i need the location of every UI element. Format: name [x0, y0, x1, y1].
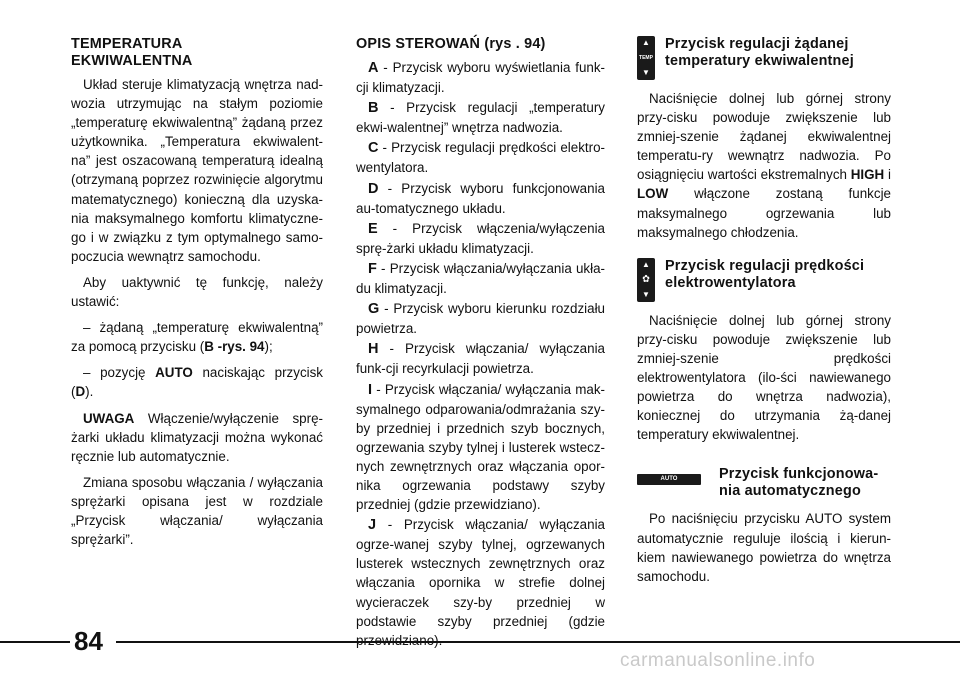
controls-list — [356, 58, 605, 650]
fan-button-icon — [637, 258, 655, 302]
temp-control-text — [637, 89, 891, 242]
step-auto-mid: naciskając przycisk ( — [71, 365, 323, 400]
control-letter: H — [368, 341, 379, 358]
control-letter: B — [368, 100, 379, 117]
temp-text-a: Naciśnięcie dolnej lub górnej strony przy-cisku powoduje zwiększenie lub zmniej-szenie żądanej ekwiwalentnej temperatu-ry wewnątrz nadwozia. Po osiągnięciu wartości ekstremalnych — [637, 91, 891, 183]
paragraph-compressor: Zmiana sposobu włączania / wyłączania sprężarki opisana jest w rozdziale „Przycisk włączania/ wyłączania sprężarki”. — [71, 474, 323, 548]
paragraph-step-temp — [71, 318, 323, 356]
step-auto-end: ). — [85, 384, 94, 400]
control-item — [356, 515, 605, 650]
high-keyword: HIGH — [850, 167, 885, 183]
control-description: - Przycisk regulacji „temperatury ekwi-walentnej” wnętrza nadwozia. — [356, 100, 605, 136]
footer-rule-left — [0, 641, 70, 643]
step-auto-text: – pozycję — [83, 365, 156, 381]
control-letter: D — [368, 180, 379, 197]
opis-title-text: OPIS STEROWAŃ — [356, 36, 481, 52]
control-item — [356, 219, 605, 258]
arrow-up-icon: ▲ — [642, 259, 650, 269]
note-keyword: UWAGA — [83, 410, 135, 426]
control-letter: E — [368, 220, 378, 237]
control-item — [356, 179, 605, 218]
paragraph-note — [71, 409, 323, 466]
control-description: - Przycisk włączania/ wyłączania mak-symalnego odparowania/odmrażania szy-by przedniej i przednich szyb bocznych, ogrzewania szyby tylnej i lusterek wstecz-nych zewnętrznych oraz włączania opor-nika ogrzewania podstawy szyby przedniej (gdzie przewidziano). — [356, 381, 605, 513]
control-description: - Przycisk wyboru wyświetlania funk-cji klimatyzacji. — [356, 60, 605, 96]
auto-control-text: Po naciśnięciu przycisku AUTO system automatycznie reguluje ilością i kierun-kiem nawiewanego powietrza do wnętrza samochodu. — [637, 511, 891, 584]
control-letter: C — [368, 140, 379, 157]
control-description: - Przycisk włączania/ wyłączania ogrze-wanej szyby tylnej, ogrzewanych lusterek wstecznych zewnętrznych oraz włączania opornika w strefie dolnej wycieraczek szy-by przedniej w podstawie szyby przedniej (gdzie — [356, 517, 605, 629]
fan-control-title: Przycisk regulacji prędkości elektrowentylatora — [665, 257, 865, 291]
column-middle — [356, 36, 605, 651]
fan-control-text: Naciśnięcie dolnej lub górnej strony przy-cisku powoduje zwiększenie lub zmniej-szenie prędkości elektrowentylatora (ilo-ści nawiewanego powietrza do wnętrza nadwozia), koniecznej do utrzymania żą-danej temperatury ekwiwalentnej. — [637, 312, 891, 443]
section-title-opis — [356, 36, 605, 53]
control-description: - Przycisk włączania/ wyłączania funk-cji recyrkulacji powietrza. — [356, 341, 605, 377]
control-item — [356, 339, 605, 378]
auto-control-heading — [637, 466, 891, 500]
paragraph-intro: Układ steruje klimatyzacją wnętrza nad-wozia utrzymując na stałym poziomie „temperaturę ekwiwalentną” żądaną przez użytkownika. „Temperatura ekwiwalent-na” jest oszacowaną temperaturą idealną (otrzymaną poprzez rozwinięcie algorytmu matematycznego) konieczną dla uzyska-nia maksymalnego komfortu klimatyczne-go i w związku z tym optymalnego samo-poczucia wewnątrz samochodu. — [71, 77, 323, 264]
note-text: Włączenie/wyłączenie sprę-żarki układu klimatyzacji można wykonać ręcznie lub automatycznie. — [71, 410, 323, 464]
control-item — [356, 58, 605, 97]
auto-keyword: AUTO — [155, 365, 193, 381]
page-number: 84 — [74, 626, 103, 656]
fan-control-heading — [637, 258, 891, 302]
footer-rule-right — [116, 641, 960, 643]
control-description: - Przycisk włączania/wyłączania ukła-du klimatyzacji. — [356, 260, 605, 297]
control-description: - Przycisk wyboru kierunku rozdziału powietrza. — [356, 301, 605, 337]
paragraph-step-auto — [71, 363, 323, 401]
step-temp-end: ); — [264, 339, 273, 355]
section-title-temperatura: TEMPERATURA EKWIWALENTNA — [71, 36, 193, 69]
control-letter: J — [368, 517, 377, 534]
figure-ref-d: D — [75, 384, 86, 400]
control-item — [356, 299, 605, 338]
arrow-up-icon: ▲ — [642, 38, 650, 47]
auto-button-icon: AUTO — [637, 474, 701, 485]
column-right — [637, 36, 891, 593]
temp-key-label: TEMP — [639, 55, 653, 61]
control-item — [356, 380, 605, 515]
control-description: - Przycisk włączenia/wyłączenia sprę-żarki układu klimatyzacji. — [356, 220, 605, 256]
control-letter: G — [368, 301, 380, 318]
control-item — [356, 259, 605, 298]
temp-button-icon — [637, 36, 655, 80]
column-left — [71, 36, 323, 556]
watermark: carmanualsonline.info — [620, 650, 816, 671]
opis-figure-ref: (rys . 94) — [484, 36, 546, 52]
control-item — [356, 138, 605, 177]
step-temp-text: – żądaną „temperaturę ekwiwalentną” za pomocą przycisku ( — [71, 320, 323, 355]
control-description: - Przycisk regulacji prędkości elektro-wentylatora. — [356, 140, 605, 176]
temp-control-heading — [637, 36, 891, 80]
arrow-down-icon: ▼ — [642, 68, 650, 77]
control-description: - Przycisk wyboru funkcjonowania au-tomatycznego układu. — [356, 180, 605, 216]
fan-icon: ✿ — [642, 273, 650, 285]
temp-control-title: Przycisk regulacji żądanej temperatury ekwiwalentnej — [665, 36, 854, 69]
temp-text-mid: i — [884, 167, 891, 183]
control-letter: A — [368, 60, 379, 76]
arrow-down-icon: ▼ — [642, 289, 650, 299]
control-letter: I — [368, 381, 373, 398]
control-item — [356, 98, 605, 137]
control-letter: F — [368, 260, 377, 277]
low-keyword: LOW — [637, 186, 669, 202]
figure-ref-b: B -rys. 94 — [204, 339, 265, 355]
paragraph-activate: Aby uaktywnić tę funkcję, należy ustawić: — [71, 274, 323, 310]
temp-text-b: włączone zostaną funkcje maksymalnego ogrzewania lub maksymalnego chłodzenia. — [637, 186, 891, 240]
auto-control-title: Przycisk funkcjonowa-nia automatycznego — [719, 466, 879, 500]
